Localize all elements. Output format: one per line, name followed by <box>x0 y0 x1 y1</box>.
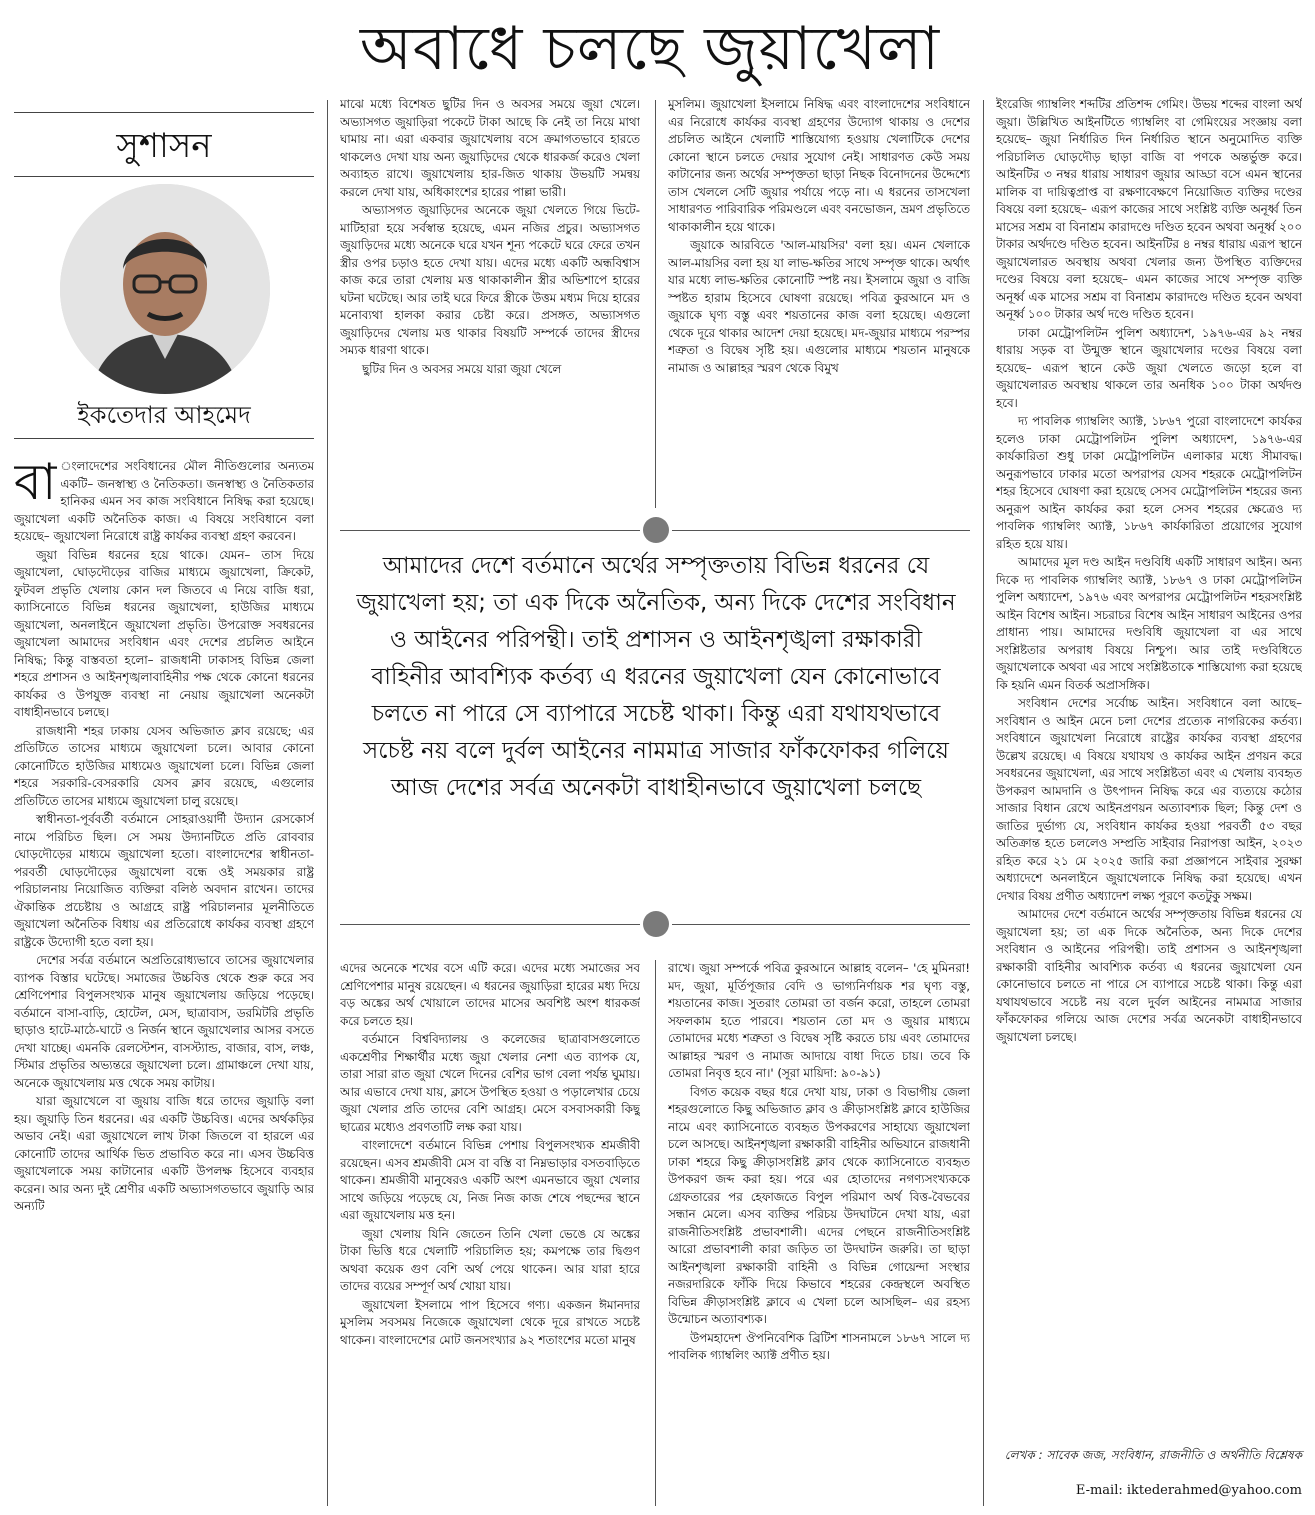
headline: অবাধে চলছে জুয়াখেলা <box>359 14 941 84</box>
paragraph: দেশের সর্বত্র বর্তমানে অপ্রতিরোধ্যভাবে তাসের জুয়াখেলার ব্যাপক বিস্তার ঘটেছে। সমাজের উচ্চবিত্ত থেকে শুরু করে সব শ্রেণিপেশার বিপুলসংখ্যক মানুষ জুয়াখেলায় জড়িয়ে পড়েছে। বর্তমানে বাসা-বাড়ি, হোটেল, মেস, ছাত্রাবাস, ডরমিটরি প্রভৃতি ছাড়াও হাটে-মাঠে-ঘাটে ও নির্জন স্থানে জুয়াখেলার আসর বসতে দেখা যাচ্ছে। এমনকি রেলস্টেশন, বাসস্ট্যান্ড, বাজার, বাস, লঞ্চ, স্টিমার প্রভৃতির অভ্যন্তরে জুয়াখেলা চলে। গ্রামাঞ্চলে দেখা যায়, অনেকে জুয়াখেলায় মত্ত থেকে সময় কাটায়। <box>14 953 314 1090</box>
author-credit: লেখক : সাবেক জজ, সংবিধান, রাজনীতি ও অর্থনীতি বিশ্লেষক <box>1004 1448 1302 1462</box>
paragraph: স্বাধীনতা-পূর্ববর্তী বর্তমানে সোহরাওয়ার্দী উদ্যান রেসকোর্স নামে পরিচিত ছিল। সে সময় উদ্যানটিতে প্রতি রোববার ঘোড়দৌড়ের মাধ্যমে জুয়াখেলা হতো। বাংলাদেশের স্বাধীনতা-পরবর্তী ঘোড়দৌড়ের জুয়াখেলা বন্ধে ওই সময়কার রাষ্ট্র পরিচালনায় নিয়োজিত ব্যক্তিরা বলিষ্ঠ অবদান রাখেন। তাদের ঐকান্তিক প্রচেষ্টায় ও আগ্রহে রাষ্ট্র পরিচালনার মূলনীতিতে জুয়াখেলা অনৈতিক বিধায় এর প্রতিরোধে কার্যকর ব্যবস্থা গ্রহণে রাষ্ট্রকে উদ্যোগী হতে বলা হয়। <box>14 812 314 949</box>
column-2-bottom <box>340 960 640 1506</box>
paragraph: জুয়া বিভিন্ন ধরনের হয়ে থাকে। যেমন– তাস দিয়ে জুয়াখেলা, ঘোড়দৌড়ের বাজির মাধ্যমে জুয়াখেলা, ক্রিকেট, ফুটবল প্রভৃতি খেলায় কোন দল জিতবে এ নিয়ে বাজি ধরা, ক্যাসিনোতে বিভিন্ন ধরনের জুয়াখেলা, হাউজির মাধ্যমে জুয়াখেলা, অনলাইনে জুয়াখেলা প্রভৃতি। উপরোক্ত সবধরনের জুয়াখেলা আমাদের সংবিধান এবং দেশের প্রচলিত আইনে নিষিদ্ধ; কিন্তু বাস্তবতা হলো– রাজধানী ঢাকাসহ বিভিন্ন জেলা শহরে প্রশাসন ও আইনশৃঙ্খলাবাহিনীর পক্ষ থেকে কোনো ধরনের কার্যকর ও উপযুক্ত ব্যবস্থা না নেয়ায় জুয়াখেলা অনেকটা বাধাহীনভাবে চলছে। <box>14 547 314 719</box>
paragraph: জুয়া খেলায় যিনি জেতেন তিনি খেলা ভেঙে যে অঙ্কের টাকা ভিত্তি ধরে খেলাটি পরিচালিত হয়; কমপক্ষে তার দ্বিগুণ অথবা কয়েক গুণ বেশি অর্থ পেয়ে থাকেন। আর যারা হারে তাদের ব্যয়ের সম্পূর্ণ অর্থ খোয়া যায়। <box>340 1226 640 1293</box>
pullquote-rule <box>340 924 640 925</box>
column-4 <box>996 96 1302 1446</box>
paragraph: উপমহাদেশ ঔপনিবেশিক ব্রিটিশ শাসনামলে ১৮৬৭ সালে দ্য পাবলিক গ্যাম্বলিং অ্যাক্ট প্রণীত হয়। <box>668 1330 970 1362</box>
paragraph: যারা জুয়াখেলে বা জুয়ায় বাজি ধরে তাদের জুয়াড়ি বলা হয়। জুয়াড়ি তিন ধরনের। এর একটি উচ্চবিত্ত। এদের অর্থকড়ির অভাব নেই। এরা জুয়াখেলে লাখ টাকা জিতলে বা হারলে এর কোনোটি তাদের আর্থিক ভিত প্রভাবিত করে না। এসব উচ্চবিত্ত জুয়াখেলাকে সময় কাটানোর একটি উপলক্ষ হিসেবে ব্যবহার করেন। আর অন্য দুই শ্রেণীর একটি অভ্যাসগতভাবে জুয়াড়ি আর অন্যটি <box>14 1094 314 1213</box>
pullquote-rule <box>672 530 970 531</box>
paragraph: অভ্যাসগত জুয়াড়িদের অনেকে জুয়া খেলতে গিয়ে ভিটে-মাটিহারা হয়ে সর্বস্বান্ত হয়েছে, এমন নজির প্রচুর। অভ্যাসগত জুয়াড়িদের মধ্যে অনেকে ঘরে যখন শূন্য পকেটে ঘরে ফেরে তখন স্ত্রীর ওপর চড়াও হতে দেখা যায়। এদের মধ্যে একটি অন্ধবিশ্বাস কাজ করে তারা খেলায় মত্ত থাকাকালীন স্ত্রীর অভিশাপে হারের ঘটনা ঘটেছে। আর তাই ঘরে ফিরে স্ত্রীকে উত্তম মধ্যম দিয়ে হারের মনোব্যথা হালকা করার চেষ্টা করে। প্রসঙ্গত, অভ্যাসগত জুয়াড়িদের খেলায় মত্ত থাকার বিষয়টি সম্পর্কে তাদের স্ত্রীদের সম্যক ধারণা থাকে। <box>340 203 640 357</box>
paragraph: বাংলাদেশে বর্তমানে বিভিন্ন পেশায় বিপুলসংখ্যক শ্রমজীবী রয়েছেন। এসব শ্রমজীবী মেস বা বস্তি বা নিম্নভাড়ার বসতবাড়িতে থাকেন। শ্রমজীবী মানুষেরও একটি অংশ এমনভাবে জুয়া খেলার সাথে জড়িয়ে পড়েছে যে, নিজ নিজ কাজ শেষে পছন্দের স্থানে এরা জুয়াখেলায় মত্ত হন। <box>340 1138 640 1222</box>
paragraph: আমাদের মূল দণ্ড আইন দণ্ডবিধি একটি সাধারণ আইন। অন্য দিকে দ্য পাবলিক গ্যাম্বলিং অ্যাক্ট, ১৮৬৭ ও ঢাকা মেট্রোপলিটন পুলিশ অধ্যাদেশ, ১৯৭৬ এবং অপরাপর মেট্রোপলিটন শহরসংশ্লিষ্ট আইন বিশেষ আইন। সচরাচর বিশেষ আইন সাধারণ আইনের ওপর প্রাধান্য পায়। আমাদের দণ্ডবিধি জুয়াখেলা বা এর সাথে সংশ্লিষ্টতার অপরাধ বিষয়ে নিশ্চুপ। আর তাই দণ্ডবিধিতে জুয়াখেলাকে অথবা এর সাথে সংশ্লিষ্টতাকে শাস্তিযোগ্য করা হয়েছে কি হয়নি এমন বিতর্ক অপ্রাসঙ্গিক। <box>996 555 1302 692</box>
column-1 <box>14 458 314 1506</box>
section-title: সুশাসন <box>116 126 212 166</box>
paragraph: দ্য পাবলিক গ্যাম্বলিং অ্যাক্ট, ১৮৬৭ পুরো বাংলাদেশে কার্যকর হলেও ঢাকা মেট্রোপলিটন পুলিশ অধ্যাদেশ, ১৯৭৬-এর কার্যকারিতা শুধু ঢাকা মেট্রোপলিটন এলাকার মধ্যে সীমাবদ্ধ। অনুরূপভাবে ঢাকার মতো অপরাপর যেসব শহরকে মেট্রোপলিটন শহর হিসেবে ঘোষণা করা হয়েছে সেসব মেট্রোপলিটন শহরের জন্য অনুরূপ আইন কার্যকর করা হলে সেসব শহরের ক্ষেত্রেও দ্য পাবলিক গ্যাম্বলিং অ্যাক্ট, ১৮৬৭ কার্যকারিতা প্রয়োগের সুযোগ রহিত হয়ে যায়। <box>996 414 1302 551</box>
paragraph: জুয়াকে আরবিতে 'আল-মায়সির' বলা হয়। এমন খেলাকে আল-মায়সির বলা হয় যা লাভ-ক্ষতির সাথে সম্পৃক্ত থাকে। অর্থাৎ যার মধ্যে লাভ-ক্ষতির কোনোটি স্পষ্ট নয়। ইসলামে জুয়া ও বাজি স্পষ্টত হারাম হিসেবে ঘোষণা রয়েছে। পবিত্র কুরআনে মদ ও জুয়াকে ঘৃণ্য বস্তু এবং শয়তানের কাজ বলা হয়েছে। এগুলো থেকে দূরে থাকার আদেশ দেয়া হয়েছে। মদ-জুয়ার মাধ্যমে পরস্পর শত্রুতা ও বিদ্বেষ সৃষ্টি হয়। এগুলোর মাধ্যমে শয়তান মানুষকে নামাজ ও আল্লাহর স্মরণ থেকে বিমুখ <box>668 238 970 375</box>
paragraph: মাঝে মধ্যে বিশেষত ছুটির দিন ও অবসর সময়ে জুয়া খেলে। অভ্যাসগত জুয়াড়িরা পকেটে টাকা আছে কি নেই তা নিয়ে মাথা ঘামায় না। এরা একবার জুয়াখেলায় বসে ক্রমাগতভাবে হারতে থাকলেও দেখা যায় অন্য জুয়াড়িদের থেকে ধারকর্জ করেও খেলা অব্যাহত রাখে। জুয়াখেলায় হার-জিত থাকায় উভয়টি সমন্বয় করলে দেখা যায়, অধিকাংশের হারের পাল্লা ভারী। <box>340 97 640 199</box>
column-2-top <box>340 96 640 506</box>
pullquote-ornament-icon <box>643 517 669 543</box>
divider <box>14 176 314 177</box>
paragraph: মুসলিম। জুয়াখেলা ইসলামে নিষিদ্ধ এবং বাংলাদেশের সংবিধানে এর নিরোধে কার্যকর ব্যবস্থা গ্রহণের উদ্যোগ থাকায় ও দেশের প্রচলিত আইনে খেলাটি শাস্তিযোগ্য হওয়ায় খেলাটিকে দেশের কোনো স্থানে চলতে দেয়ার সুযোগ নেই। সাধারণত কেউ সময় কাটানোর জন্য অর্থের সম্পৃক্ততা ছাড়া নিছক বিনোদনের উদ্দেশ্যে তাস খেললে সেটি জুয়ার পর্যায়ে পড়ে না। এ ধরনের তাসখেলা সাধারণত পারিবারিক পরিমণ্ডলে এবং বনভোজন, ভ্রমণ প্রভৃতিতে থাকাকালীন হয়ে থাকে। <box>668 97 970 234</box>
author-photo <box>60 184 270 394</box>
paragraph: ইংরেজি গ্যাম্বলিং শব্দটির প্রতিশব্দ গেমিং। উভয় শব্দের বাংলা অর্থ জুয়া। উল্লিখিত আইনটিতে গ্যাম্বলিং বা গেমিংয়ের সংজ্ঞায় বলা হয়েছে– জুয়া নির্ধারিত দিন নির্ধারিত স্থানে অনুমোদিত ব্যক্তি পরিচালিত ঘোড়দৌড় ছাড়া বাজি বা পণকে অন্তর্ভুক্ত করে। আইনটির ৩ নম্বর ধারায় সাধারণ জুয়ার আড্ডা বসে এমন স্থানের মালিক বা দায়িত্বপ্রাপ্ত বা রক্ষণাবেক্ষণে নিয়োজিত ব্যক্তির দণ্ডের বিষয়ে বলা হয়েছে– এরূপ কাজের সাথে সংশ্লিষ্ট ব্যক্তি অনূর্ধ্ব তিন মাসের সশ্রম বা বিনাশ্রম কারাদণ্ডে দণ্ডিত হবেন অথবা অনূর্ধ্ব ২০০ টাকার অর্থদণ্ডে দণ্ডিত হবেন। আইনটির ৪ নম্বর ধারায় এরূপ স্থানে জুয়াখেলারত অবস্থায় অথবা খেলার জন্য উপস্থিত ব্যক্তিদের দণ্ডের বিষয়ে বলা হয়েছে– এমন কাজের সাথে সম্পৃক্ত ব্যক্তি অনূর্ধ্ব এক মাসের সশ্রম বা বিনাশ্রম কারাদণ্ডে দণ্ডিত হবেন অথবা অনূর্ধ্ব ১০০ টাকার অর্থ দণ্ডে দণ্ডিত হবেন। <box>996 97 1302 321</box>
pullquote-rule <box>672 924 970 925</box>
paragraph: জুয়াখেলা ইসলামে পাপ হিসেবে গণ্য। একজন ঈমানদার মুসলিম সবসময় নিজেকে জুয়াখেলা থেকে দূরে রাখতে সচেষ্ট থাকেন। বাংলাদেশের মোট জনসংখ্যার ৯২ শতাংশের মতো মানুষ <box>340 1297 640 1347</box>
paragraph: সংবিধান দেশের সর্বোচ্চ আইন। সংবিধানে বলা আছে– সংবিধান ও আইন মেনে চলা দেশের প্রত্যেক নাগরিকের কর্তব্য। সংবিধানে জুয়াখেলা নিরোধে রাষ্ট্রের কার্যকর ব্যবস্থা গ্রহণের উল্লেখ রয়েছে। এ বিষয়ে যথাযথ ও কার্যকর আইন প্রণয়ন করে সবধরনের জুয়াখেলা, এর সাথে সংশ্লিষ্টতা এবং এ খেলায় ব্যবহৃত উপকরণ আমদানি ও উৎপাদন নিষিদ্ধ করে এর ব্যত্যয়ে কঠোর সাজার বিধান রেখে আইনপ্রণয়ন অত্যাবশ্যক ছিল; কিন্তু দেশ ও জাতির দুর্ভাগ্য যে, সংবিধান কার্যকর হওয়া পরবর্তী ৫৩ বছর অতিক্রান্ত হতে চললেও সম্প্রতি সাইবার নিরাপত্তা আইন, ২০২৩ রহিত করে ২১ মে ২০২৫ জারি করা প্রজ্ঞাপনে সাইবার সুরক্ষা অধ্যাদেশে অনলাইনে জুয়াখেলাকে নিষিদ্ধ করা হয়েছে। এখন দেখার বিষয় প্রণীত অধ্যাদেশ লক্ষ্য পূরণে কতটুকু সক্ষম। <box>996 696 1302 903</box>
column-rule <box>655 960 656 1506</box>
pullquote-ornament-icon <box>643 911 669 937</box>
paragraph: বর্তমানে বিশ্ববিদ্যালয় ও কলেজের ছাত্রাবাসগুলোতে একশ্রেণীর শিক্ষার্থীর মধ্যে জুয়া খেলার নেশা এত ব্যাপক যে, তারা সারা রাত জুয়া খেলে দিনের বেশির ভাগ বেলা পর্যন্ত ঘুমায়। আর এভাবে দেখা যায়, ক্লাসে উপস্থিত হওয়া ও পড়ালেখার চেয়ে জুয়া খেলার প্রতি তাদের বেশি আগ্রহ। মেসে বসবাসকারী কিছু ছাত্রের মধ্যেও প্রবণতাটি লক্ষ করা যায়। <box>340 1032 640 1134</box>
author-name: ইকতেদার আহমেদ <box>77 401 251 429</box>
column-3-bottom <box>668 960 970 1506</box>
column-3-top <box>668 96 970 506</box>
paragraph: বা ংলাদেশের সংবিধানের মৌল নীতিগুলোর অন্যতম একটি– জনস্বাস্থ্য ও নৈতিকতা। জনস্বাস্থ্য ও নৈতিকতার হানিকর এমন সব কাজ সংবিধানে নিষিদ্ধ করা হয়েছে। জুয়াখেলা একটি অনৈতিক কাজ। এ বিষয়ে সংবিধানে বলা হয়েছে– জুয়াখেলা নিরোধে রাষ্ট্র কার্যকর ব্যবস্থা গ্রহণ করবেন। <box>14 458 314 543</box>
paragraph: আমাদের দেশে বর্তমানে অর্থের সম্পৃক্ততায় বিভিন্ন ধরনের যে জুয়াখেলা হয়; তা এক দিকে অনৈতিক, অন্য দিকে দেশের সংবিধান ও আইনের পরিপন্থী। তাই প্রশাসন ও আইনশৃঙ্খলা রক্ষাকারী বাহিনীর আবশ্যিক কর্তব্য এ ধরনের জুয়াখেলা যেন কোনোভাবে চলতে না পারে সে ব্যাপারে সচেষ্ট থাকা। কিন্তু এরা যথাযথভাবে সচেষ্ট নয় বলে দুর্বল আইনের নামমাত্র সাজার ফাঁকফোকর গলিয়ে আজ দেশের সর্বত্র অনেকটা বাধাহীনভাবে জুয়াখেলা চলছে। <box>996 907 1302 1044</box>
column-rule <box>983 100 984 1506</box>
paragraph: ঢাকা মেট্রোপলিটন পুলিশ অধ্যাদেশ, ১৯৭৬-এর ৯২ নম্বর ধারায় সড়ক বা উন্মুক্ত স্থানে জুয়াখেলার দণ্ডের বিষয়ে বলা হয়েছে– এরূপ স্থানে কেউ জুয়া খেলতে জড়ো হলে বা জুয়াখেলারত অবস্থায় থাকলে তার অনধিক ১০০ টাকা অর্থদণ্ড হবে। <box>996 325 1302 410</box>
paragraph: বিগত কয়েক বছর ধরে দেখা যায়, ঢাকা ও বিভাগীয় জেলা শহরগুলোতে কিছু অভিজাত ক্লাব ও ক্রীড়াসংশ্লিষ্ট ক্লাবে হাউজির নামে এবং ক্যাসিনোতে ব্যবহৃত উপকরণের সাহায্যে জুয়াখেলা চলে আসছে। আইনশৃঙ্খলা রক্ষাকারী বাহিনীর অভিযানে রাজধানী ঢাকা শহরে কিছু ক্রীড়াসংশ্লিষ্ট ক্লাব থেকে ক্যাসিনোতে ব্যবহৃত উপকরণ জব্দ করা হয়। পরে এর হোতাদের নগণ্যসংখ্যককে গ্রেফতারের পর হেফাজতে বিপুল পরিমাণ অর্থ বিত্ত-বৈভবের সন্ধান মেলে। এসব ব্যক্তির পরিচয় উদঘাটনে দেখা যায়, এরা রাজনীতিসংশ্লিষ্ট প্রভাবশালী। এদের পেছনে রাজনীতিসংশ্লিষ্ট আরো প্রভাবশালী কারা জড়িত তা উদঘাটন জরুরি। তা ছাড়া আইনশৃঙ্খলা রক্ষাকারী বাহিনী ও বিভিন্ন গোয়েন্দা সংস্থার নজরদারিকে ফাঁকি দিয়ে কিভাবে শহরের কেন্দ্রস্থলে অবস্থিত বিভিন্ন ক্রীড়াসংশ্লিষ্ট ক্লাবে এ খেলা চলে আসছিল– এর রহস্য উন্মোচন অত্যাবশ্যক। <box>668 1084 970 1326</box>
paragraph: এদের অনেকে শখের বসে এটি করে। এদের মধ্যে সমাজের সব শ্রেণিপেশার মানুষ রয়েছেন। এ ধরনের জুয়াড়িরা হারের মধ্য দিয়ে বড় অঙ্কের অর্থ খোয়ালে তাদের মাসের অবশিষ্ট অংশ ধারকর্জ করে চলতে হয়। <box>340 961 640 1028</box>
column-rule <box>655 100 656 508</box>
author-email: E-mail: iktederahmed@yahoo.com <box>1075 1483 1302 1498</box>
pull-quote: আমাদের দেশে বর্তমানে অর্থের সম্পৃক্ততায় বিভিন্ন ধরনের যে জুয়াখেলা হয়; তা এক দিকে অনৈতিক, অন্য দিকে দেশের সংবিধান ও আইনের পরিপন্থী। তাই প্রশাসন ও আইনশৃঙ্খলা রক্ষাকারী বাহিনীর আবশ্যিক কর্তব্য এ ধরনের জুয়াখেলা যেন কোনোভাবে চলতে না পারে সে ব্যাপারে সচেষ্ট থাকা। কিন্তু এরা যথাযথভাবে সচেষ্ট নয় বলে দুর্বল আইনের নামমাত্র সাজার ফাঁকফোকর গলিয়ে আজ দেশের সর্বত্র অনেকটা বাধাহীনভাবে জুয়াখেলা চলছে <box>356 553 956 801</box>
paragraph: রাখে। জুয়া সম্পর্কে পবিত্র কুরআনে আল্লাহ বলেন– 'হে মুমিনরা! মদ, জুয়া, মূর্তিপূজার বেদি ও ভাগ্যনির্ণায়ক শর ঘৃণ্য বস্তু, শয়তানের কাজ। সুতরাং তোমরা তা বর্জন করো, তাহলে তোমরা সফলকাম হতে পারবে। শয়তান তো মদ ও জুয়ার মাধ্যমে তোমাদের মধ্যে শত্রুতা ও বিদ্বেষ সৃষ্টি করতে চায় এবং তোমাদের আল্লাহর স্মরণ ও নামাজ আদায়ে বাধা দিতে চায়। তবে কি তোমরা নিবৃত্ত হবে না।' (সূরা মায়িদা: ৯০-৯১) <box>668 961 970 1080</box>
author-portrait-image <box>60 184 270 394</box>
divider <box>14 438 314 439</box>
paragraph: ছুটির দিন ও অবসর সময়ে যারা জুয়া খেলে <box>362 361 562 376</box>
drop-cap: বা <box>14 458 57 511</box>
paragraph: রাজধানী শহর ঢাকায় যেসব অভিজাত ক্লাব রয়েছে; এর প্রতিটিতে তাসের মাধ্যমে জুয়াখেলা চলে। আবার কোনো কোনোটিতে হাউজির মাধ্যমেও জুয়াখেলা চলে। বিভিন্ন জেলা শহরে সরকারি-বেসরকারি যেসব ক্লাব রয়েছে, এগুলোর প্রতিটিতে তাসের মাধ্যমে জুয়াখেলা চালু রয়েছে। <box>14 723 314 808</box>
divider <box>14 112 314 113</box>
pullquote-rule <box>340 530 640 531</box>
column-rule <box>327 100 328 1506</box>
